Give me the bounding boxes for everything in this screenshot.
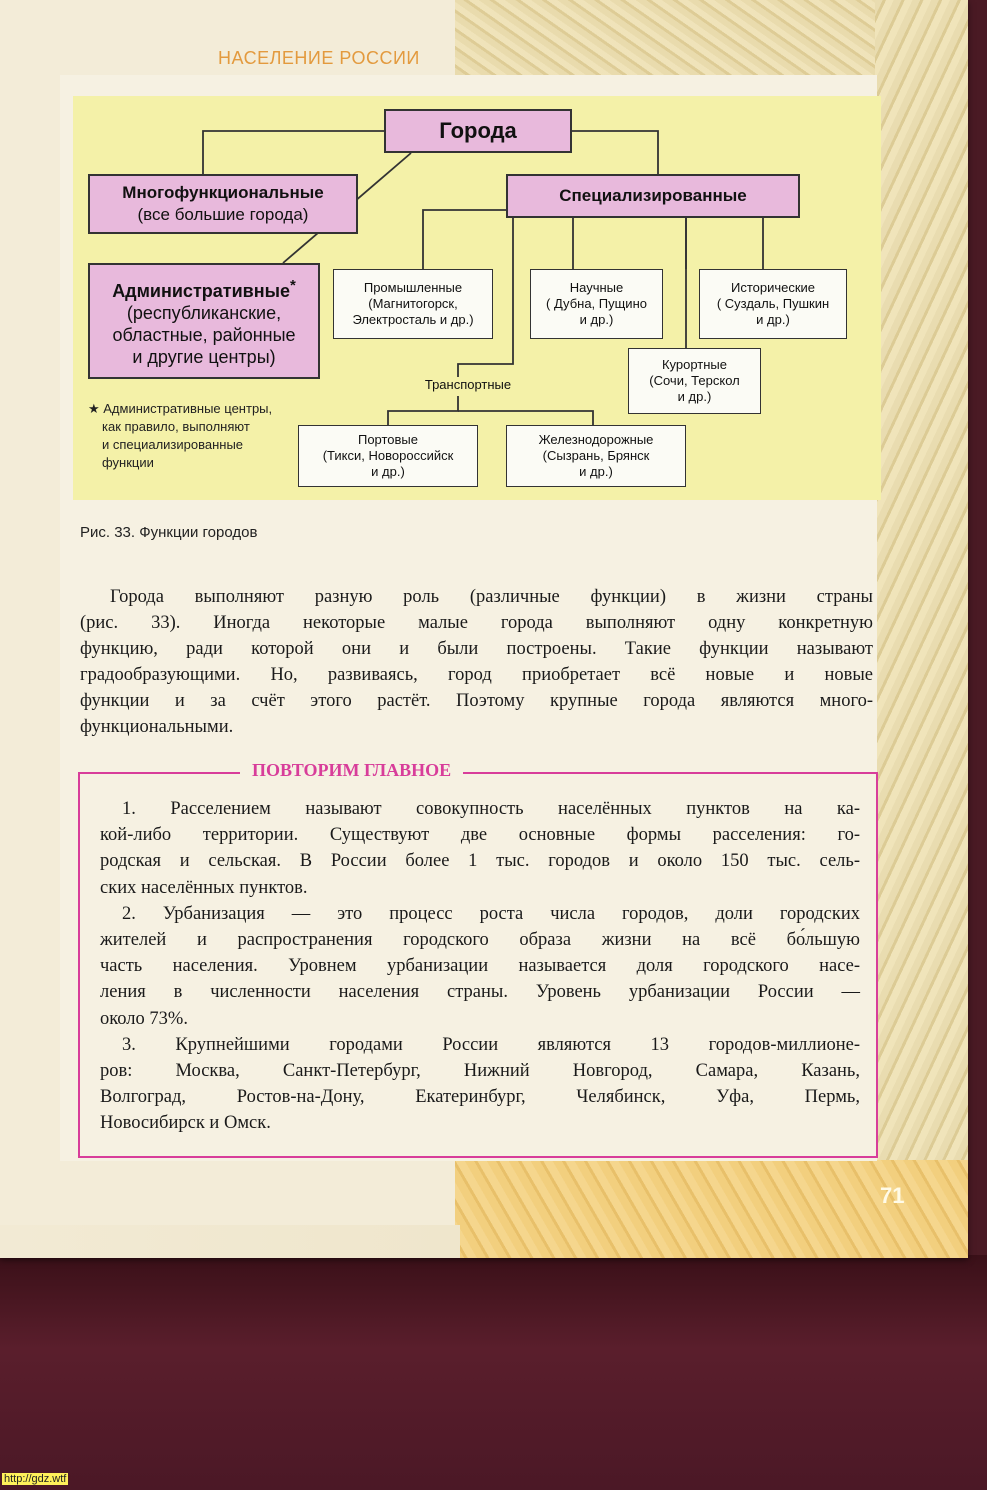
transport-label: Транспортные — [424, 377, 512, 392]
industrial-line-3: Электросталь и др.) — [352, 312, 474, 327]
port-box — [298, 425, 478, 487]
administrative-box — [88, 263, 320, 379]
body-paragraph — [80, 584, 873, 740]
multifunctional-subtitle: (все большие города) — [137, 205, 309, 224]
resort-box — [628, 348, 761, 414]
city-functions-diagram — [73, 96, 881, 500]
diagram-footnote — [88, 400, 303, 472]
summary-line: кой-либо территории. Существуют две основные формы расселения: го- — [100, 825, 860, 846]
railway-title: Железнодорожные — [538, 432, 654, 447]
summary-text — [100, 796, 860, 1137]
figure-caption: Рис. 33. Функции городов — [80, 524, 258, 541]
administrative-title: Административные — [112, 280, 290, 301]
industrial-title: Промышленные — [363, 280, 463, 295]
scientific-box — [530, 269, 663, 339]
historical-line-2: ( Суздаль, Пушкин — [716, 296, 830, 311]
scientific-title: Научные — [569, 280, 624, 295]
industrial-box — [333, 269, 493, 339]
historical-title: Исторические — [730, 280, 816, 295]
paragraph-line: Города выполняют разную роль (различные функции) в жизни страны — [110, 587, 873, 607]
summary-line: ских населённых пунктов. — [100, 877, 308, 898]
map-decoration-right — [875, 0, 968, 1258]
summary-line: Волгоград, Ростов-на-Дону, Екатеринбург, Челябинск, Уфа, Пермь, — [100, 1087, 860, 1108]
industrial-line-2: (Магнитогорск, — [368, 296, 458, 311]
scientific-line-2: ( Дубна, Пущино — [546, 296, 647, 311]
section-header: НАСЕЛЕНИЕ РОССИИ — [218, 48, 420, 68]
resort-line-2: (Сочи, Терскол — [649, 373, 740, 388]
administrative-line-4: и другие центры) — [132, 346, 276, 367]
summary-line: часть населения. Уровнем урбанизации называется доля городского насе- — [100, 956, 860, 977]
summary-title: ПОВТОРИМ ГЛАВНОЕ — [240, 760, 463, 781]
paragraph-line: функциональными. — [80, 717, 234, 737]
summary-line: 2. Урбанизация — это процесс роста числа городов, доли городских — [122, 903, 860, 924]
site-watermark-link[interactable]: http://gdz.wtf — [4, 1473, 67, 1485]
specialized-box — [506, 174, 800, 218]
page-number: 71 — [880, 1183, 905, 1208]
footnote-line-1: ★ Административные центры, — [88, 401, 273, 416]
summary-line: родская и сельская. В России более 1 тыс. городов и около 150 тыс. сель- — [100, 851, 860, 872]
cities-label: Города — [439, 118, 517, 143]
multifunctional-title: Многофункциональные — [122, 183, 324, 202]
resort-line-3: и др.) — [677, 389, 712, 404]
footnote-line-4: функции — [102, 455, 154, 470]
paragraph-line: функцию, ради которой они и были построены. Такие функции называют — [80, 639, 873, 659]
railway-line-3: и др.) — [579, 464, 613, 479]
page-bottom-strip — [0, 1225, 460, 1258]
summary-line: 3. Крупнейшими городами России являются 13 городов-миллионе- — [122, 1034, 860, 1055]
paragraph-line: градообразующими. Но, развиваясь, город приобретает всё новые и новые — [80, 665, 873, 685]
summary-box — [78, 760, 878, 1158]
footnote-line-3: и специализированные — [102, 437, 244, 452]
summary-line: Новосибирск и Омск. — [100, 1113, 271, 1134]
resort-title: Курортные — [661, 357, 728, 372]
historical-line-3: и др.) — [756, 312, 790, 327]
port-title: Портовые — [357, 432, 419, 447]
multifunctional-box — [88, 174, 358, 234]
port-line-3: и др.) — [371, 464, 405, 479]
summary-line: жителей и распространения городского образа жизни на всё бо́льшую — [100, 930, 860, 951]
summary-line: ления в численности населения страны. Уровень урбанизации России — — [100, 982, 860, 1003]
scientific-line-3: и др.) — [579, 312, 614, 327]
specialized-label: Специализированные — [559, 186, 747, 205]
map-decoration-bottom — [455, 1160, 968, 1258]
summary-line: 1. Расселением называют совокупность населённых пунктов на ка- — [122, 799, 860, 819]
summary-line: ров: Москва, Санкт-Петербург, Нижний Новгород, Самара, Казань, — [100, 1061, 860, 1082]
historical-box — [699, 269, 847, 339]
administrative-line-2: (республиканские, — [126, 302, 282, 323]
port-line-2: (Тикси, Новороссийск — [322, 448, 454, 463]
railway-box — [506, 425, 686, 487]
cities-box — [384, 109, 572, 153]
administrative-line-3: областные, районные — [112, 324, 296, 345]
footnote-line-2: как правило, выполняют — [102, 419, 250, 434]
railway-line-2: (Сызрань, Брянск — [542, 448, 650, 463]
summary-line: около 73%. — [100, 1008, 188, 1029]
paragraph-line: функции и за счёт этого растёт. Поэтому крупные города являются много- — [80, 691, 873, 711]
paragraph-line: (рис. 33). Иногда некоторые малые города выполняют одну конкретную — [80, 613, 873, 633]
book-cover-background — [0, 1255, 987, 1490]
administrative-asterisk: * — [289, 276, 296, 294]
